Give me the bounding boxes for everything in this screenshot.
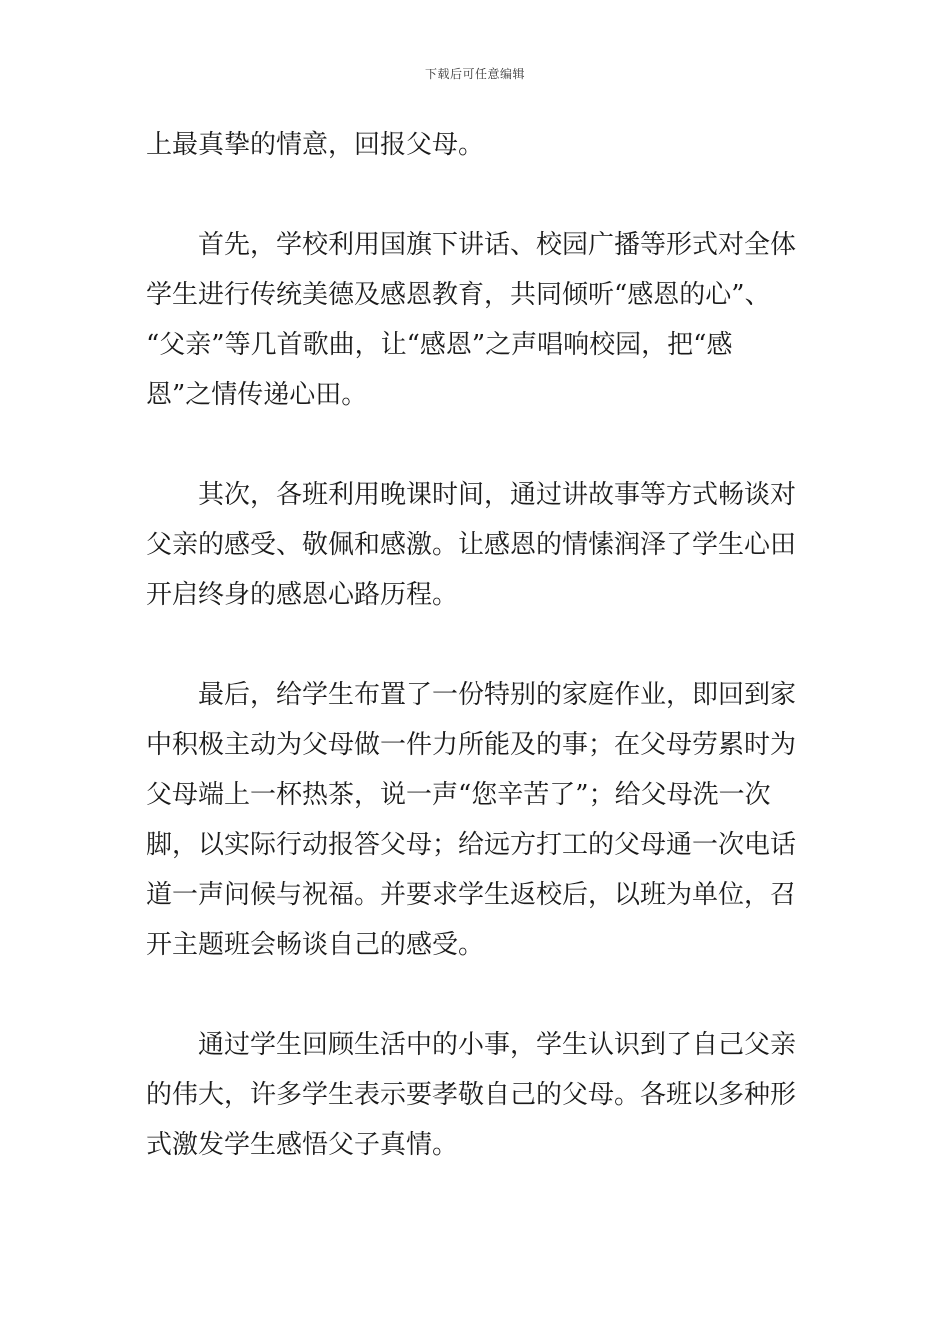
text-line: 开主题班会畅谈自己的感受。: [146, 930, 485, 960]
text-line: 恩”之情传递心田。: [146, 380, 368, 410]
text-line: 式激发学生感悟父子真情。: [146, 1130, 459, 1160]
text-line: 上最真挚的情意，回报父母。: [146, 130, 485, 160]
document-body: [146, 120, 808, 1170]
paragraph-second: [146, 470, 808, 620]
header-note: 下载后可任意编辑: [424, 67, 525, 81]
paragraph-last: [146, 670, 808, 970]
text-line: 学生进行传统美德及感恩教育，共同倾听“感恩的心”、: [146, 280, 771, 310]
text-line: 父母端上一杯热茶，说一声“您辛苦了”；给父母洗一次: [146, 780, 771, 810]
text-line: 首先，学校利用国旗下讲话、校园广播等形式对全体: [198, 230, 797, 260]
paragraph-conclusion: [146, 1020, 808, 1170]
paragraph-gap: [146, 170, 808, 220]
paragraph-gap: [146, 620, 808, 670]
text-line: 道一声问候与祝福。并要求学生返校后，以班为单位，召: [146, 880, 797, 910]
paragraph-first: [146, 220, 808, 420]
text-line: 父亲的感受、敬佩和感激。让感恩的情愫润泽了学生心田: [146, 530, 797, 560]
text-line: 开启终身的感恩心路历程。: [146, 580, 459, 610]
text-line: 的伟大，许多学生表示要孝敬自己的父母。各班以多种形: [146, 1080, 797, 1110]
text-line: 中积极主动为父母做一件力所能及的事；在父母劳累时为: [146, 730, 797, 760]
text-line: 通过学生回顾生活中的小事，学生认识到了自己父亲: [198, 1030, 797, 1060]
text-line: 其次，各班利用晚课时间，通过讲故事等方式畅谈对: [198, 480, 797, 510]
paragraph-gap: [146, 970, 808, 1020]
text-line: 脚，以实际行动报答父母；给远方打工的父母通一次电话: [146, 830, 797, 860]
paragraph-gap: [146, 420, 808, 470]
text-line: 最后，给学生布置了一份特别的家庭作业，即回到家: [198, 680, 797, 710]
text-line: “父亲”等几首歌曲，让“感恩”之声唱响校园，把“感: [146, 330, 733, 360]
paragraph-continuation: [146, 120, 808, 170]
